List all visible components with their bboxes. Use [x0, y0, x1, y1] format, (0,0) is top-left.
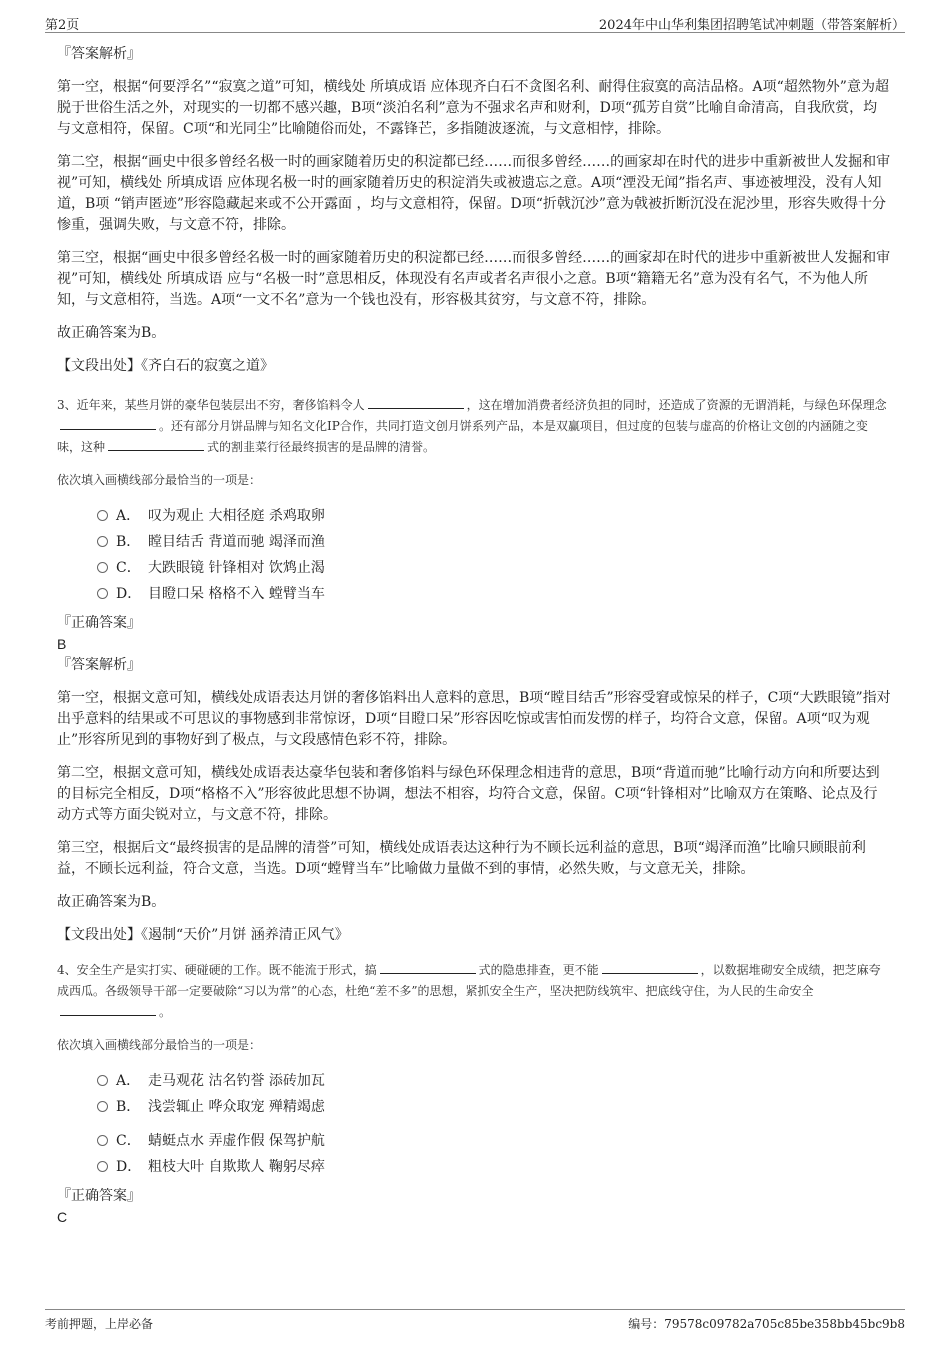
radio-icon[interactable] [97, 562, 108, 573]
q3-options [97, 503, 891, 607]
stem-text: 3、近年来，某些月饼的豪华包装层出不穷，奢侈馅料令人 [57, 398, 365, 412]
stem-text: 4、安全生产是实打实、硬碰硬的工作。既不能流于形式，搞 [57, 963, 377, 977]
stem-text: 式的割韭菜行径最终损害的是品牌的清誉。 [207, 440, 436, 454]
answer-value: B [57, 636, 67, 652]
analysis-paragraph: 第三空，根据后文“最终损害的是品牌的清誉”可知，横线处成语表达这种行为不顾长远利益的意思，B项“竭泽而渔”比喻只顾眼前利益，不顾长远利益，符合文意，当选。D项“螳臂当车”比喻做力量做不到的事情，必然失败，与文意无关，排除。 [57, 840, 866, 877]
page-footer [45, 1309, 905, 1331]
option-text: 叹为观止 大相径庭 杀鸡取卵 [148, 508, 325, 524]
q3-answer [57, 613, 891, 946]
page-content [57, 44, 891, 1228]
analysis-paragraph: 第二空，根据文意可知，横线处成语表达豪华包装和奢侈馅料与绿色环保理念相违背的意思，B项“背道而驰”比喻行动方向和所要达到的目标完全相反，D项“格格不入”形容彼此思想不协调，想法不相容，均符合文意，保留。C项“针锋相对”比喻双方在策略、论点及行动方式等方面尖锐对立，与文意不符，排除。 [57, 765, 880, 823]
option-c[interactable] [97, 555, 891, 581]
option-letter: B． [116, 1099, 141, 1115]
option-a[interactable] [97, 503, 891, 529]
document-title: 2024年中山华利集团招聘笔试冲刺题（带答案解析） [598, 18, 905, 33]
fill-blank [368, 396, 464, 409]
option-d[interactable] [97, 1154, 891, 1180]
option-letter: B． [116, 534, 141, 550]
question-3-stem [57, 395, 891, 458]
source: 【文段出处】《遏制“天价”月饼 涵养清正风气》 [57, 927, 349, 943]
stem-text: ，这在增加消费者经济负担的同时，还造成了资源的无谓消耗，与绿色环保理念 [466, 398, 887, 412]
option-text: 目瞪口呆 格格不入 螳臂当车 [148, 586, 325, 602]
fill-blank [60, 1003, 156, 1016]
question-prompt: 依次填入画横线部分最恰当的一项是： [57, 473, 262, 487]
radio-icon[interactable] [97, 1161, 108, 1172]
stem-text: 式的隐患排查，更不能 [478, 963, 599, 977]
analysis-label: 『答案解析』 [57, 657, 141, 673]
radio-icon[interactable] [97, 588, 108, 599]
radio-icon[interactable] [97, 1075, 108, 1086]
analysis-paragraph: 第一空，根据“何要浮名”“寂寞之道”可知，横线处 所填成语 应体现齐白石不贪图名利、耐得住寂寞的高洁品格。A项“超然物外”意为超脱于世俗生活之外，对现实的一切都不感兴趣，B项“淡泊名利”意为不强求名声和财利，D项“孤芳自赏”比喻自命清高，自我欣赏，均与文意相符，保留。C项“和光同尘”比喻随俗而处，不露锋芒，多指随波逐流，与文意相悖，排除。 [57, 79, 889, 137]
analysis-label: 『答案解析』 [57, 46, 141, 62]
option-text: 浅尝辄止 哗众取宠 殚精竭虑 [148, 1099, 325, 1115]
page-header [45, 14, 905, 33]
answer-label: 『正确答案』 [57, 615, 141, 631]
stem-text: ，以数据堆砌安全成绩，把芝麻夸成西瓜。各级领导干部一定要破除“习以为常”的心态，杜绝“差不多”的思想，紧抓安全生产，坚决把防线筑牢、把底线守住，为人民的生命安全 [57, 963, 881, 998]
option-letter: C． [116, 560, 141, 576]
fill-blank [380, 961, 476, 974]
option-d[interactable] [97, 581, 891, 607]
option-letter: D． [116, 586, 142, 602]
option-c[interactable] [97, 1128, 891, 1154]
radio-icon[interactable] [97, 510, 108, 521]
option-text: 蜻蜓点水 弄虚作假 保驾护航 [148, 1133, 325, 1149]
option-text: 瞠目结舌 背道而驰 竭泽而渔 [148, 534, 325, 550]
q4-options [97, 1068, 891, 1180]
option-a[interactable] [97, 1068, 891, 1094]
radio-icon[interactable] [97, 536, 108, 547]
answer-label: 『正确答案』 [57, 1188, 141, 1204]
q2-analysis [57, 44, 891, 377]
fill-blank [602, 961, 698, 974]
document-id: 编号：79578c09782a705c85be358bb45bc9b8 [628, 1317, 905, 1331]
option-letter: D． [116, 1159, 142, 1175]
option-b[interactable] [97, 529, 891, 555]
answer-value: C [57, 1209, 68, 1225]
source: 【文段出处】《齐白石的寂寞之道》 [57, 358, 274, 374]
stem-text: 。还有部分月饼品牌与知名文化IP合作，共同打造文创月饼系列产品，本是双赢项目，但过度的包装与虚高的价格让文创的内涵随之变味，这种 [57, 419, 868, 454]
q4-answer [57, 1186, 891, 1228]
radio-icon[interactable] [97, 1101, 108, 1112]
analysis-paragraph: 第一空，根据文意可知，横线处成语表达月饼的奢侈馅料出人意料的意思，B项“瞠目结舌”形容受窘或惊呆的样子，C项“大跌眼镜”指对出乎意料的结果或不可思议的事物感到非常惊讶，D项“目瞪口呆”形容因吃惊或害怕而发愣的样子，均符合文意，保留。A项“叹为观止”形容所见到的事物好到了极点，与文段感情色彩不符，排除。 [57, 690, 891, 748]
option-letter: C． [116, 1133, 141, 1149]
conclusion: 故正确答案为B。 [57, 325, 166, 341]
analysis-paragraph: 第三空，根据“画史中很多曾经名极一时的画家随着历史的积淀都已经……而很多曾经……的画家却在时代的进步中重新被世人发掘和审视”可知，横线处 所填成语 应与“名极一时”意思相反，体现没有名声或者名声很小之意。B项“籍籍无名”意为没有名气，不为他人所知，与文意相符，当选。A项“一文不名”意为一个钱也没有，形容极其贫穷，与文意不符，排除。 [57, 250, 891, 308]
conclusion: 故正确答案为B。 [57, 894, 166, 910]
option-letter: A． [116, 508, 141, 524]
option-text: 粗枝大叶 自欺欺人 鞠躬尽瘁 [148, 1159, 325, 1175]
fill-blank [108, 438, 204, 451]
analysis-paragraph: 第二空，根据“画史中很多曾经名极一时的画家随着历史的积淀都已经……而很多曾经……的画家却在时代的进步中重新被世人发掘和审视”可知，横线处 所填成语 应体现名极一时的画家随着历史的积淀消失或被遗忘之意。A项“湮没无闻”指名声、事迹被埋没，没有人知道，B项 “销声匿迹”形容隐藏起来或不公开露面 ，均与文意相符，保留。D项“折戟沉沙”意为戟被折断沉没在泥沙里，形容失败得十分惨重，强调失败，与文意不符，排除。 [57, 154, 891, 233]
question-4-stem [57, 960, 891, 1023]
option-text: 大跌眼镜 针锋相对 饮鸩止渴 [148, 560, 325, 576]
footer-slogan: 考前押题，上岸必备 [45, 1317, 154, 1331]
option-b[interactable] [97, 1094, 891, 1120]
question-prompt: 依次填入画横线部分最恰当的一项是： [57, 1038, 262, 1052]
radio-icon[interactable] [97, 1135, 108, 1146]
page-number: 第2页 [45, 18, 80, 33]
option-letter: A． [116, 1073, 141, 1089]
option-text: 走马观花 沽名钓誉 添砖加瓦 [148, 1073, 325, 1089]
stem-text: 。 [159, 1005, 172, 1019]
fill-blank [60, 417, 156, 430]
